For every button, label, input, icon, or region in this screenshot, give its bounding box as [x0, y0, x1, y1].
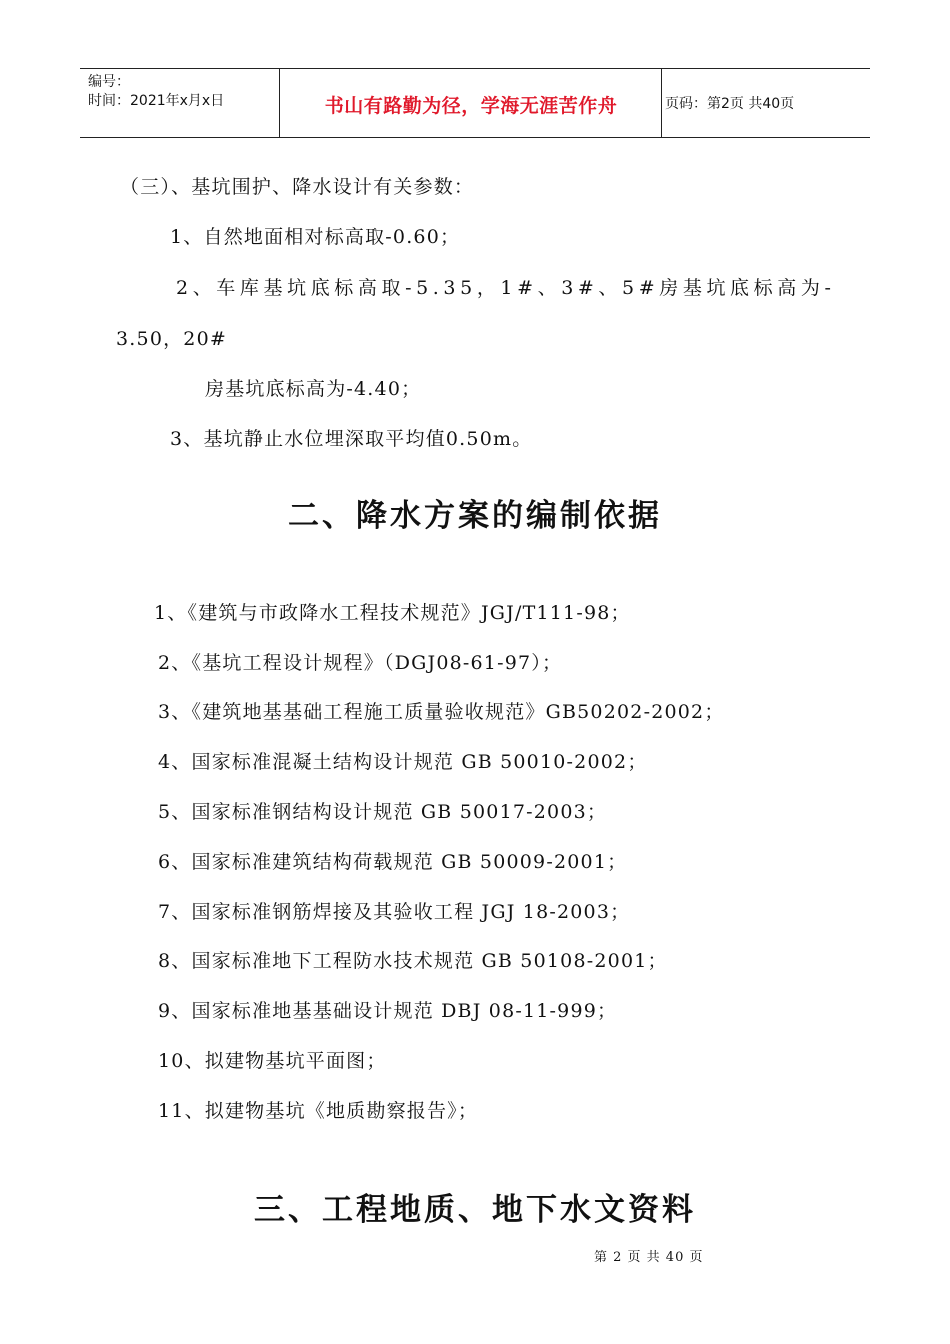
basis-item: 7、国家标准钢筋焊接及其验收工程 JGJ 18-2003； [158, 901, 631, 923]
basis-item: 11、拟建物基坑《地质勘察报告》； [158, 1100, 479, 1122]
basis-item: 4、国家标准混凝土结构设计规范 GB 50010-2002； [158, 751, 648, 773]
header-meta [88, 73, 224, 111]
basis-item: 3、《建筑地基基础工程施工质量验收规范》GB50202-2002； [158, 701, 725, 723]
document-date: 时间：2021年x月x日 [88, 93, 225, 109]
basis-item: 5、国家标准钢结构设计规范 GB 50017-2003； [158, 801, 608, 823]
document-number: 编号： [88, 74, 130, 90]
basis-item: 2、《基坑工程设计规程》（DGJ08-61-97）； [158, 652, 563, 674]
basis-item: 6、国家标准建筑结构荷载规范 GB 50009-2001； [158, 851, 628, 873]
param-item-continued: 房基坑底标高为-4.40； [205, 378, 422, 400]
section-heading: 二、降水方案的编制依据 [288, 498, 662, 534]
param-item-continued: 3.50，20# [116, 328, 228, 350]
section-title: （三）、基坑围护、降水设计有关参数： [120, 176, 475, 198]
basis-item: 8、国家标准地下工程防水技术规范 GB 50108-2001； [158, 950, 668, 972]
basis-item: 9、国家标准地基基础设计规范 DBJ 08-11-999； [158, 1000, 618, 1022]
header-motto: 书山有路勤为径，学海无涯苦作舟 [324, 95, 618, 117]
basis-item: 10、拟建物基坑平面图； [158, 1050, 387, 1072]
param-item: 3、基坑静止水位埋深取平均值0.50m。 [170, 428, 533, 450]
page-header [80, 68, 870, 138]
header-page-number: 页码：第2页 共40页 [665, 96, 795, 112]
page-footer: 第 2 页 共 40 页 [594, 1250, 704, 1265]
basis-item: 1、《建筑与市政降水工程技术规范》JGJ/T111-98； [154, 602, 631, 624]
section-heading: 三、工程地质、地下水文资料 [254, 1192, 696, 1228]
param-item: 1、自然地面相对标高取-0.60； [170, 226, 461, 248]
param-item: 2、车库基坑底标高取-5.35，1#、3#、5#房基坑底标高为- [176, 277, 836, 299]
